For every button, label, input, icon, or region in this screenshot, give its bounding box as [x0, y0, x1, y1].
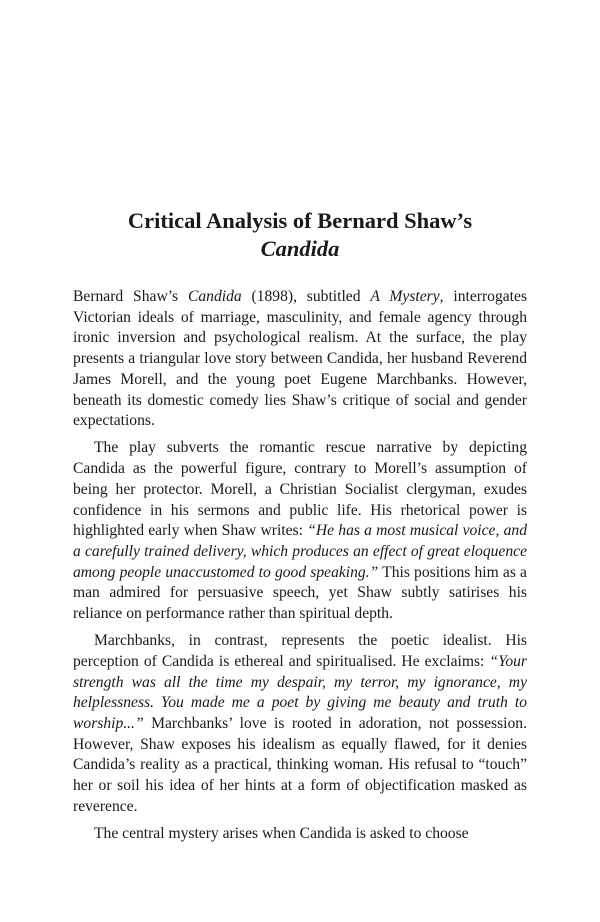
chapter-title-line1: Critical Analysis of Bernard Shaw’s [127, 208, 473, 233]
paragraph-2 [73, 438, 527, 624]
text-run: , interrogates Victorian ideals of marriage, masculinity, and female agency through ironic inversion and psychological realism. At the surface, the play presents a triangular love story between Candida, her husband Reverend James Morell, and the young poet Eugene Marchbanks. However, beneath its domestic comedy lies Shaw’s critique of social and gender expectations. [73, 288, 528, 430]
text-run-italic: Candida [187, 288, 242, 305]
body-text [73, 287, 527, 851]
chapter-title [0, 207, 600, 263]
paragraph-1 [73, 287, 527, 432]
text-run: This positions him as a man admired for persuasive speech, yet Shaw subtly satirises his reliance on performance rather than spiritual depth. [73, 563, 527, 623]
text-run-italic: “He has a most musical voice, and a carefully trained delivery, which produces an effect of great eloquence among people unaccustomed to good speaking.” [73, 522, 527, 581]
paragraph-3 [73, 631, 527, 817]
text-run: (1898), subtitled [241, 288, 371, 305]
text-run: Bernard Shaw’s [73, 288, 188, 305]
paragraph-4 [73, 824, 527, 845]
text-run-italic: “Your strength was all the time my despair, my terror, my ignorance, my helplessness. You made me a poet by giving me beauty and truth to worship...” [73, 652, 527, 733]
text-run: Marchbanks’ love is rooted in adoration, not possession. However, Shaw exposes his idealism as equally flawed, for it denies Candida’s reality as a practical, thinking woman. His refusal to “touch” her or soil his idea of her hints at a form of objectification masked as reverence. [73, 715, 527, 815]
chapter-title-line2: Candida [260, 236, 340, 261]
text-run: The play subverts the romantic rescue narrative by depicting Candida as the powerful figure, contrary to Morell’s assumption of being her protector. Morell, a Christian Socialist clergyman, exudes confidence in his sermons and public life. His rhetorical power is highlighted early when Shaw writes: [73, 439, 527, 540]
text-run: Marchbanks, in contrast, represents the poetic idealist. His perception of Candida is ethereal and spiritualised. He exclaims: [73, 632, 527, 670]
text-run: The central mystery arises when Candida is asked to choose [94, 825, 469, 843]
text-run-italic: A Mystery [370, 288, 440, 305]
